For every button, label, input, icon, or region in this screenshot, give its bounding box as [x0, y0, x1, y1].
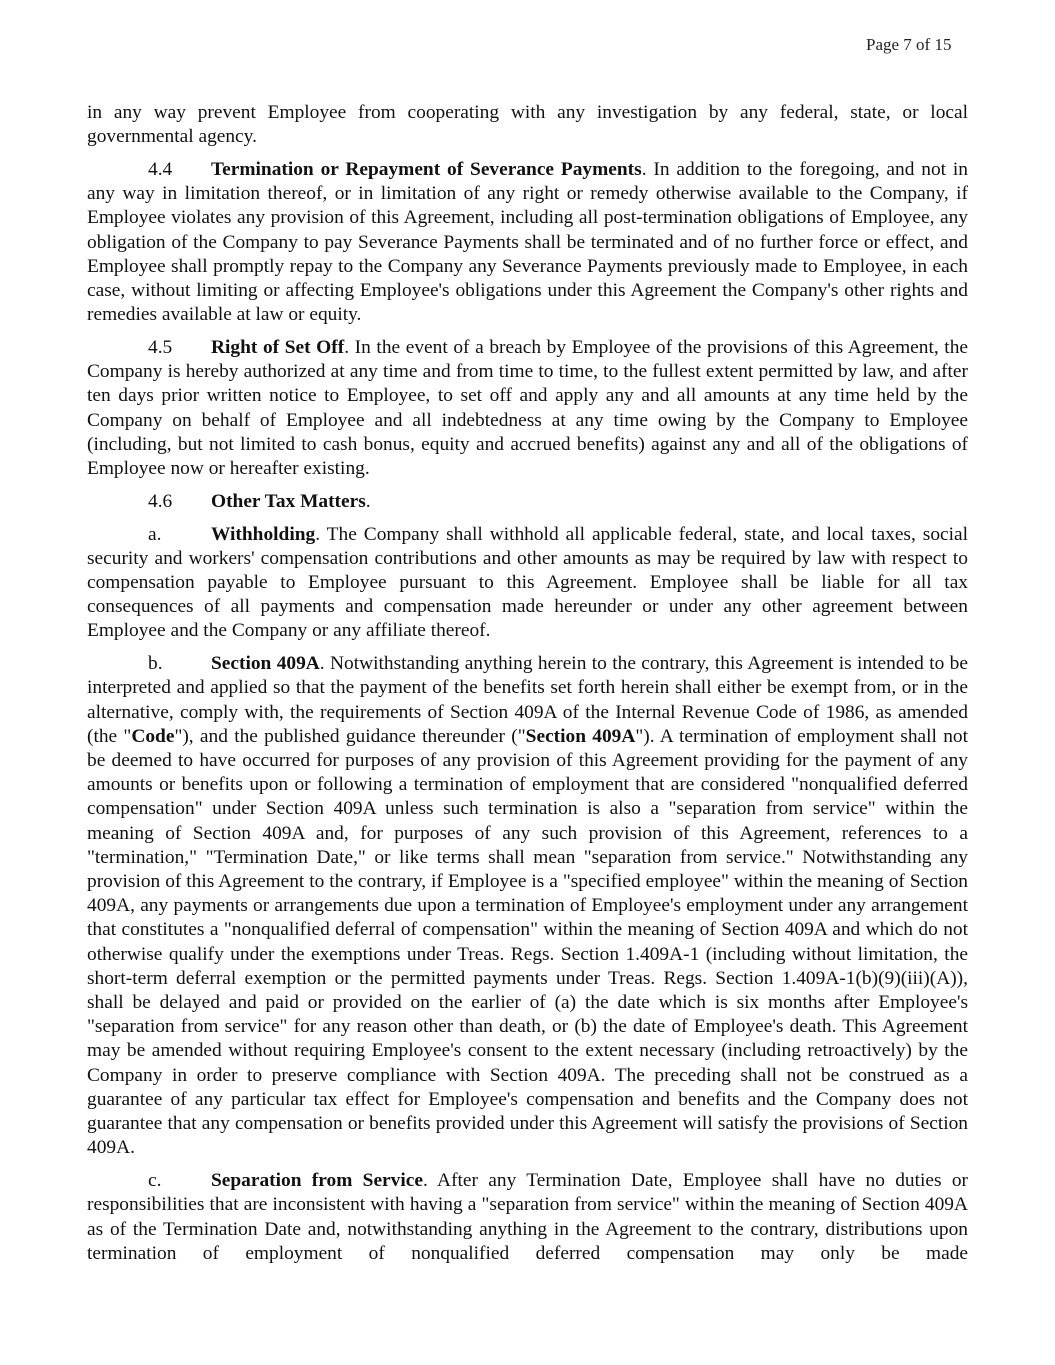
heading-punctuation: . — [315, 523, 321, 545]
section-4-6 — [87, 490, 968, 514]
heading-punctuation: . — [344, 337, 350, 359]
section-heading: Termination or Repayment of Severance Payments — [211, 159, 642, 180]
section-4-6-c — [87, 1169, 968, 1266]
paragraph-continuation — [87, 101, 968, 149]
section-number: 4.4 — [148, 159, 173, 180]
subsection-text: "), and the published guidance thereunder (" — [174, 725, 526, 747]
subsection-letter: c. — [148, 1170, 162, 1192]
section-4-6-a — [87, 523, 968, 644]
heading-punctuation: . — [422, 1170, 428, 1192]
subsection-heading: Withholding — [211, 523, 316, 545]
heading-punctuation: . — [365, 490, 371, 512]
document-body — [87, 101, 968, 1266]
section-text: In the event of a breach by Employee of the provisions of this Agreement, the Company is hereby authorized at any time and from time to time, to the fullest extent permitted by law, and after ten days prior written notice to Employee, to set off and apply any and all amounts at any time held by the Company on behalf of Employee and all indebtedness at any time owing by the Company to Employee (including, but not limited to cash bonus, equity and accrued benefits) against any and all of the obligations of Employee now or hereafter existing. — [87, 337, 968, 480]
heading-punctuation: . — [641, 159, 647, 180]
defined-term-section-409a: Section 409A — [525, 725, 636, 747]
subsection-text: The Company shall withhold all applicable federal, state, and local taxes, social security and workers' compensation contributions and other amounts as may be required by law with respect to compensation payable to Employee pursuant to this Agreement. Employee shall be liable for all tax consequences of all payments and compensation made hereunder or under any other agreement between Employee and the Company or any affiliate thereof. — [87, 523, 968, 642]
subsection-text: Notwithstanding anything herein to the contrary, this Agreement is intended to be interpreted and applied so that the payment of the benefits set forth herein shall either be exempt from, or in the alternative, comply with, the requirements of Section 409A of the Internal Revenue Code of 1986, as amended (the " — [87, 653, 968, 747]
subsection-text: "). A termination of employment shall not be deemed to have occurred for purposes of any provision of this Agreement providing for the payment of any amounts or benefits upon or following a termination of employment that are considered "nonqualified deferred compensation" under Section 409A unless such termination is also a "separation from service" within the meaning of Section 409A and, for purposes of any such provision of this Agreement, references to a "termination," "Termination Date," or like terms shall mean "separation from service." Notwithstanding any provision of this Agreement to the contrary, if Employee is a "specified employee" within the meaning of Section 409A, any payments or arrangements due upon a termination of Employee's employment under any arrangement that constitutes a "nonqualified deferral of compensation" within the meaning of Section 409A and which do not otherwise qualify under the exemptions under Treas. Regs. Section 1.409A-1 (including without limitation, the short-term deferral exemption or the permitted payments under Treas. Regs. Section 1.409A-1(b)(9)(iii)(A)), shall be delayed and paid or provided on the earlier of (a) the date which is six months after Employee's "separation from service" for any reason other than death, or (b) the date of Employee's death. This Agreement may be amended without requiring Employee's consent to the extent necessary (including retroactively) by the Company in order to preserve compliance with Section 409A. The preceding shall not be construed as a guarantee of any particular tax effect for Employee's compensation and benefits and the Company does not guarantee that any compensation or benefits provided under this Agreement will satisfy the provisions of Section 409A. — [87, 725, 968, 1159]
section-number: 4.5 — [148, 337, 173, 359]
paragraph-text: in any way prevent Employee from cooperating with any investigation by any federal, state, or local governmental agency. — [87, 102, 968, 148]
subsection-heading: Separation from Service — [211, 1170, 423, 1192]
section-4-6-b — [87, 652, 968, 1160]
subsection-letter: a. — [148, 523, 162, 545]
section-4-4 — [87, 158, 968, 327]
section-heading: Other Tax Matters — [211, 490, 366, 512]
section-4-5 — [87, 336, 968, 481]
subsection-letter: b. — [148, 653, 163, 675]
heading-punctuation: . — [319, 653, 325, 675]
section-text: In addition to the foregoing, and not in any way in limitation thereof, or in limitation of any right or remedy otherwise available to the Company, if Employee violates any provision of this Agreement, including all post-termination obligations of Employee, any obligation of the Company to pay Severance Payments shall be terminated and of no further force or effect, and Employee shall promptly repay to the Company any Severance Payments previously made to Employee, in each case, without limiting or affecting Employee's obligations under this Agreement the Company's other rights and remedies available at law or equity. — [87, 159, 968, 326]
subsection-heading: Section 409A — [211, 653, 320, 675]
page-number: Page 7 of 15 — [866, 35, 952, 54]
section-heading: Right of Set Off — [211, 337, 345, 359]
subsection-text: After any Termination Date, Employee shall have no duties or responsibilities that are inconsistent with having a "separation from service" within the meaning of Section 409A as of the Termination Date and, notwithstanding anything in the Agreement to the contrary, distributions upon termination of employment of nonqualified deferred compensation may only be made — [87, 1170, 969, 1264]
section-number: 4.6 — [148, 490, 173, 512]
defined-term-code: Code — [131, 725, 175, 747]
